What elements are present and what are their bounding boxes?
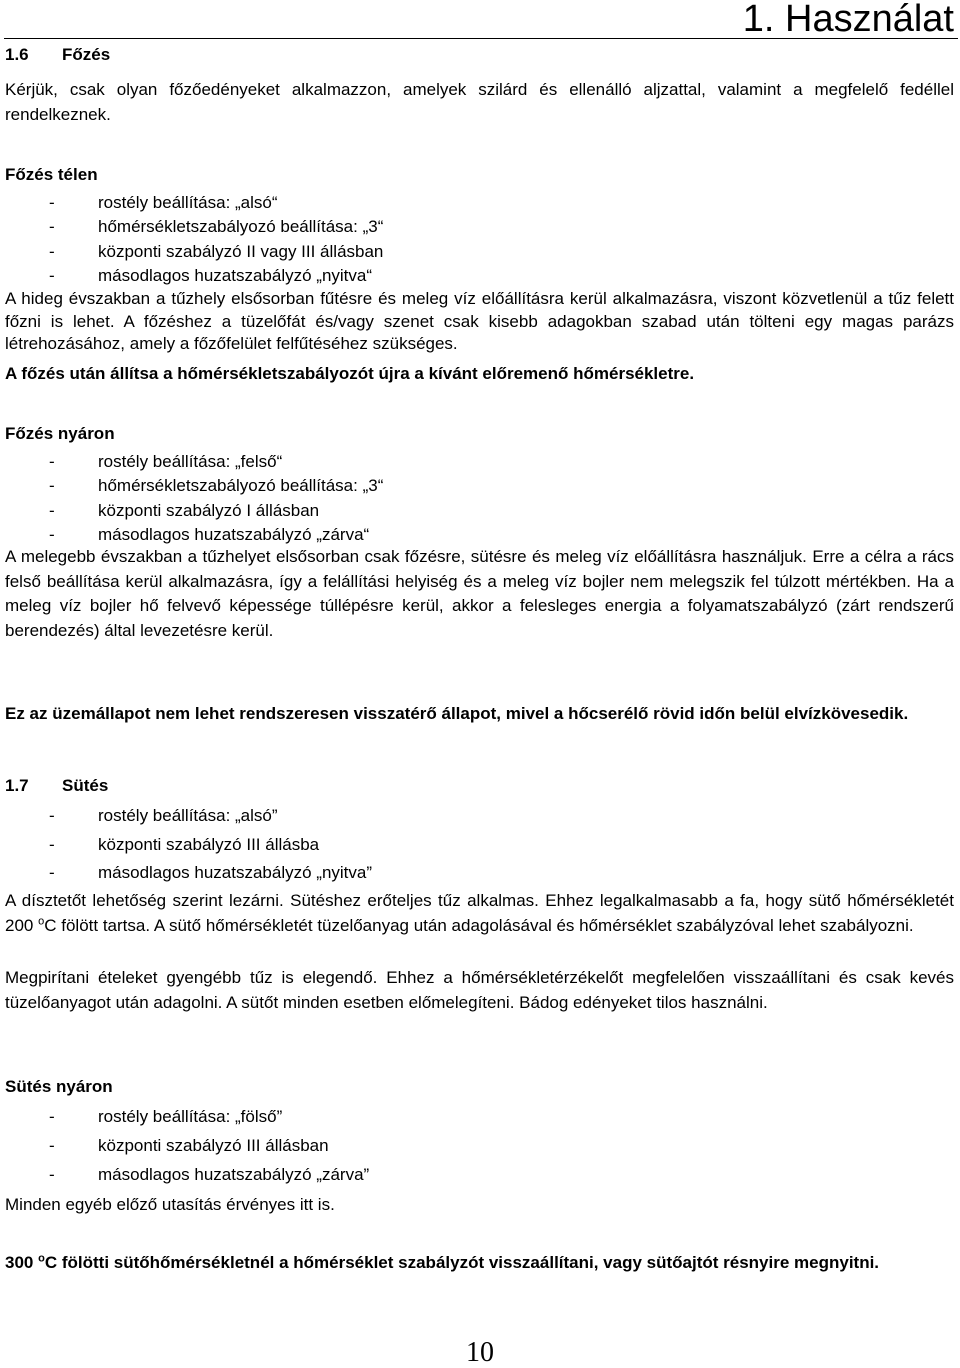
section-title: Főzés [62,45,111,64]
list-item: - másodlagos huzatszabályzó „zárva“ [49,525,370,545]
list-item: - központi szabályzó III állásban [49,1136,329,1155]
final-note: 300 $^o$C fölötti sütőhőmérsékletnél a hőmérséklet szabályzót visszaállítani, vagy sütőajtót résnyire megnyitni. [5,1252,880,1272]
winter-heading: Főzés télen [5,165,98,184]
list-item: - rostély beállítása: „felső“ [49,452,283,471]
header-rule [4,38,958,39]
winter-settings-list [5,191,383,289]
summer-heading: Főzés nyáron [5,424,115,443]
summer-paragraph: A melegebb évszakban a tűzhelyet elsősorban csak főzésre, sütésre és meleg víz előállításra használjuk. Erre a célra a rács felső beállítása kerül alkalmazásra, így a felállítási helyiség és a meleg víz bojler nem melegszik fel túlzott mértékben. Ha a meleg víz bojler hő felvevő képessége túllépésre kerül, akkor a felesleges energia a folyamatszabályzó (zárt rendszerű berendezés) által levezetésre kerül. [5,547,954,640]
winter-paragraph: A hideg évszakban a tűzhely elsősorban fűtésre és meleg víz előállításra kerül alkalmazásra, viszont közvetlenül a tűz felett főzni is lehet. A főzéshez a tüzelőfát és/vagy szenet csak kisebb adagokban szabad után tölteni egy magas parázs létrehozásához, amely a főzőfelület felfűtéséhez szükséges. [5,289,954,354]
section-title: Sütés [62,776,109,795]
list-item: - központi szabályzó II vagy III állásban [49,241,384,261]
list-item: - rostély beállítása: „fölső” [49,1107,283,1126]
summer-settings-list [5,450,383,548]
warning-paragraph: Ez az üzemállapot nem lehet rendszeresen visszatérő állapot, mivel a hőcserélő rövid időn belül elvízkövesedik. [5,704,909,723]
list-item: - központi szabályzó III állásba [49,834,320,854]
section-heading-1-6 [5,44,110,65]
list-item: - másodlagos huzatszabályzó „zárva” [49,1165,370,1184]
intro-paragraph: Kérjük, csak olyan főzőedényeket alkalmazzon, amelyek szilárd és ellenálló aljzattal, valamint a megfelelő fedéllel rendelkeznek. [5,80,954,124]
baking-paragraph-1: A dísztetőt lehetőség szerint lezárni. Sütéshez erőteljes tűz alkalmas. Ehhez legalkalmasabb a fa, hogy sütő hőmérsékletét 200 $^o$C fölött tartsa. A sütő hőmérsékletét tüzelőanyag után adagolásával és hőmérséklet szabályzóval lehet szabályozni. [5,891,954,935]
list-item: - rostély beállítása: „alsó“ [49,193,278,212]
baking-settings-list [5,802,372,888]
bake-summer-paragraph: Minden egyéb előző utasítás érvényes itt is. [5,1195,335,1214]
section-number: 1.6 [5,45,29,64]
list-item: - rostély beállítása: „alsó” [49,806,278,825]
page-number: 10 [466,1337,494,1368]
chapter-title: 1. Használat [742,0,954,40]
section-heading-1-7 [5,775,108,796]
bake-summer-settings-list [5,1102,369,1189]
list-item: - központi szabályzó I állásban [49,500,320,520]
list-item: - másodlagos huzatszabályzó „nyitva” [49,863,373,883]
baking-paragraph-2: Megpirítani ételeket gyengébb tűz is elegendő. Ehhez a hőmérsékletérzékelőt megfelelően visszaállítani és csak kevés tüzelőanyagot után adagolni. A sütőt minden esetben előmelegíteni. Bádog edényeket tilos használni. [5,968,954,1012]
winter-bold-note: A főzés után állítsa a hőmérsékletszabályozót újra a kívánt előremenő hőmérsékletre. [5,364,695,383]
list-item: - másodlagos huzatszabályzó „nyitva“ [49,266,373,286]
list-item: - hőmérsékletszabályozó beállítása: „3“ [49,217,384,237]
bake-summer-heading: Sütés nyáron [5,1077,113,1096]
section-number: 1.7 [5,776,29,795]
list-item: - hőmérsékletszabályozó beállítása: „3“ [49,476,384,496]
